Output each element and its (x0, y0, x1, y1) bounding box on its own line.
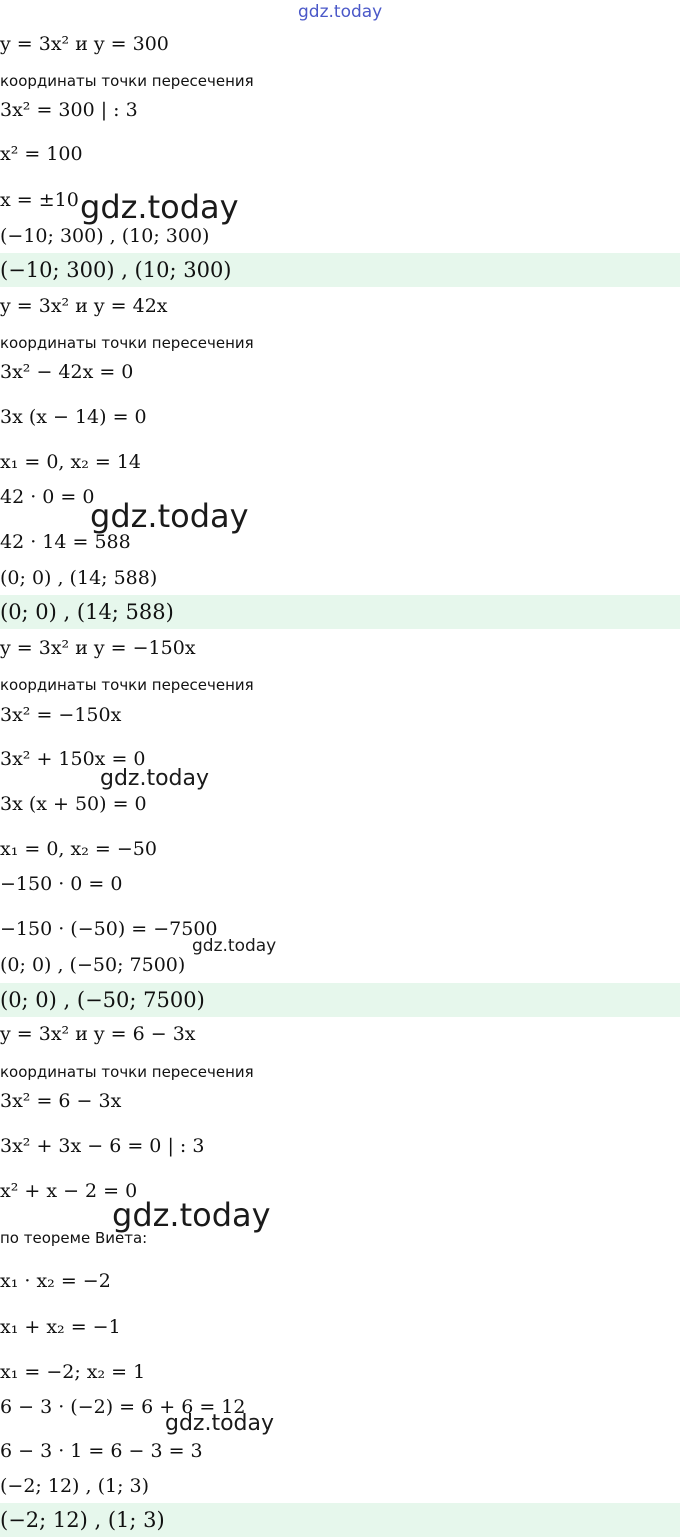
step: (−2; 12) , (1; 3) (0, 1475, 150, 1497)
step: 42 · 0 = 0 (0, 486, 95, 508)
step: x = ±10 (0, 189, 79, 211)
step: x² + x − 2 = 0 (0, 1180, 138, 1202)
answer-row: (0; 0) , (−50; 7500) (0, 983, 680, 1017)
watermark: gdz.today (165, 1411, 275, 1436)
step: x₁ = 0, x₂ = −50 (0, 838, 157, 860)
given-equations: y = 3x² и y = 42x (0, 295, 168, 317)
given-equations: y = 3x² и y = −150x (0, 637, 196, 659)
answer-row: (0; 0) , (14; 588) (0, 595, 680, 629)
given-equations: y = 3x² и y = 6 − 3x (0, 1023, 196, 1045)
step: 3x² = 6 − 3x (0, 1090, 122, 1112)
section-label: координаты точки пересечения (0, 676, 254, 694)
step: −150 · (−50) = −7500 (0, 918, 218, 940)
section-label: координаты точки пересечения (0, 1063, 254, 1081)
step: −150 · 0 = 0 (0, 873, 123, 895)
step: 6 − 3 · 1 = 6 − 3 = 3 (0, 1440, 203, 1462)
step: x² = 100 (0, 143, 83, 165)
step: x₁ = 0, x₂ = 14 (0, 451, 142, 473)
step: 6 − 3 · (−2) = 6 + 6 = 12 (0, 1396, 246, 1418)
step: 3x² = −150x (0, 704, 122, 726)
step: (−10; 300) , (10; 300) (0, 225, 210, 247)
watermark: gdz.today (80, 188, 239, 226)
section-label: координаты точки пересечения (0, 334, 254, 352)
step: 3x (x + 50) = 0 (0, 793, 147, 815)
step: 3x (x − 14) = 0 (0, 406, 147, 428)
watermark: gdz.today (90, 497, 249, 535)
step: (0; 0) , (−50; 7500) (0, 954, 186, 976)
answer-row: (−2; 12) , (1; 3) (0, 1503, 680, 1537)
step: x₁ · x₂ = −2 (0, 1270, 111, 1292)
step: 3x² − 42x = 0 (0, 361, 134, 383)
step: 3x² + 150x = 0 (0, 748, 146, 770)
vieta-label: по теореме Виета: (0, 1229, 148, 1247)
step: 3x² + 3x − 6 = 0 | : 3 (0, 1135, 205, 1157)
step: 42 · 14 = 588 (0, 531, 131, 553)
step: 3x² = 300 | : 3 (0, 99, 138, 121)
answer-row: (−10; 300) , (10; 300) (0, 253, 680, 287)
given-equations: y = 3x² и y = 300 (0, 33, 169, 55)
section-label: координаты точки пересечения (0, 72, 254, 90)
watermark: gdz.today (112, 1196, 271, 1234)
watermark: gdz.today (100, 766, 210, 791)
step: x₁ + x₂ = −1 (0, 1316, 121, 1338)
step: (0; 0) , (14; 588) (0, 567, 158, 589)
watermark: gdz.today (192, 936, 277, 956)
watermark-top: gdz.today (298, 2, 383, 22)
step: x₁ = −2; x₂ = 1 (0, 1361, 146, 1383)
